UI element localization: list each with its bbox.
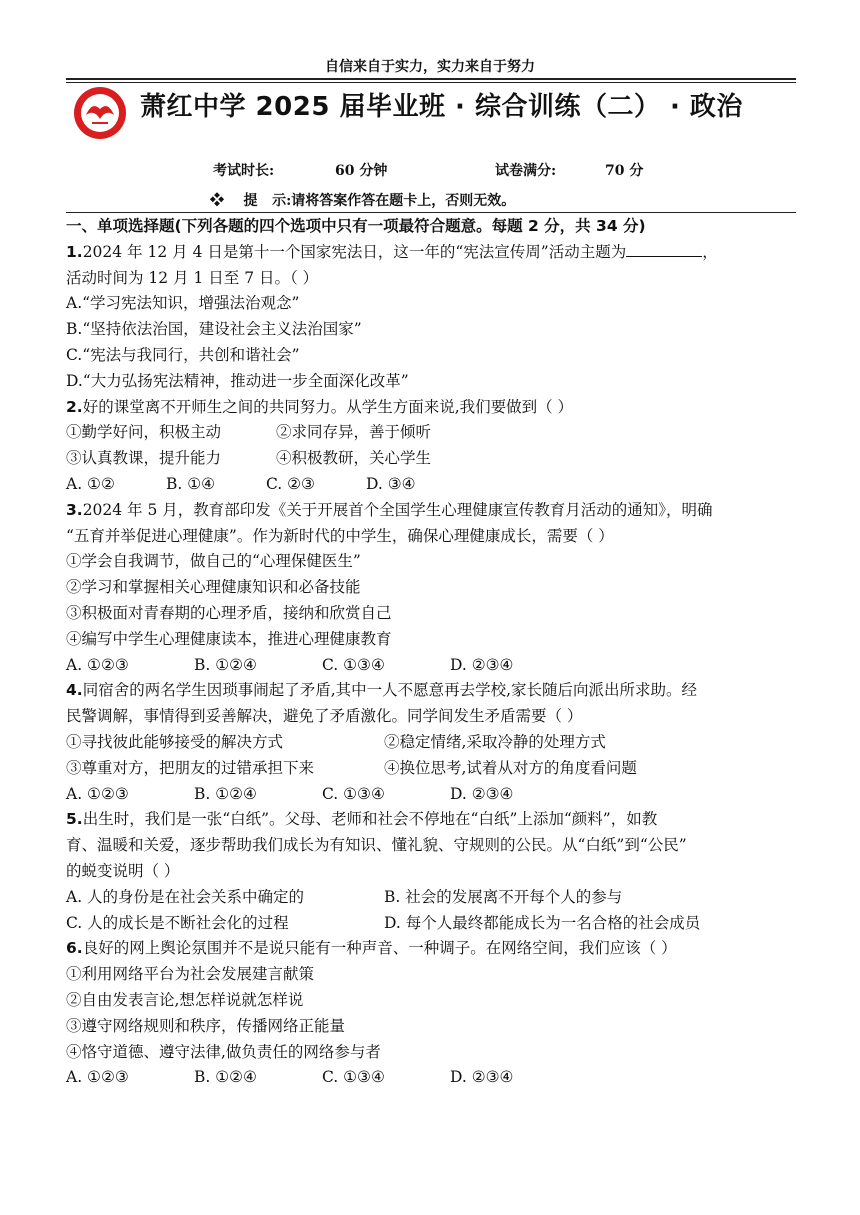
question-4: 4.同宿舍的两名学生因琐事闹起了矛盾,其中一人不愿意再去学校,家长随后向派出所求助。经 bbox=[66, 681, 698, 700]
question-5: 5.出生时，我们是一张“白纸”。父母、老师和社会不停地在“白纸”上添加“颜料”，如教 bbox=[66, 810, 658, 829]
q6-statement-1: ①利用网络平台为社会发展建言献策 bbox=[66, 965, 315, 984]
q1-option-b: B.“坚持依法治国，建设社会主义法治国家” bbox=[66, 320, 362, 339]
full-score-value: 70 分 bbox=[605, 163, 644, 179]
q1-option-a: A.“学习宪法知识，增强法治观念” bbox=[66, 294, 300, 313]
q4-statements-row1: ①寻找彼此能够接受的解决方式 ②稳定情绪,采取冷静的处理方式 bbox=[66, 732, 606, 751]
q3-answers: A. ①②③ B. ①②④ C. ①③④ D. ②③④ bbox=[66, 655, 514, 674]
q3-statement-2: ②学习和掌握相关心理健康知识和必备技能 bbox=[66, 578, 361, 597]
q4-answers: A. ①②③ B. ①②④ C. ①③④ D. ②③④ bbox=[66, 784, 514, 803]
q3-statement-1: ①学会自我调节，做自己的“心理保健医生” bbox=[66, 552, 361, 571]
q5-options-row1: A. 人的身份是在社会关系中确定的 B. 社会的发展离不开每个人的参与 bbox=[66, 887, 623, 906]
q1-option-d: D.“大力弘扬宪法精神，推动进一步全面深化改革” bbox=[66, 371, 409, 390]
hint-diamond-icon: ❖ bbox=[210, 193, 224, 209]
question-5-stem-end: 的蜕变说明（ ） bbox=[66, 861, 180, 880]
header-rule-thin bbox=[66, 82, 796, 83]
exam-time-value: 60 分钟 bbox=[335, 163, 388, 179]
q4-statements-row2: ③尊重对方，把朋友的过错承担下来 ④换位思考,试着从对方的角度看问题 bbox=[66, 758, 637, 777]
header-motto: 自信来自于实力，实力来自于努力 bbox=[325, 59, 535, 75]
exam-time-label: 考试时长: bbox=[213, 163, 275, 179]
question-content bbox=[66, 214, 806, 1091]
q3-statement-3: ③积极面对青春期的心理矛盾，接纳和欣赏自己 bbox=[66, 603, 392, 622]
question-6: 6.良好的网上舆论氛围并不是说只能有一种声音、一种调子。在网络空间，我们应该（ ） bbox=[66, 939, 677, 958]
exam-title: 萧红中学 2025 届毕业班 · 综合训练（二） · 政治 bbox=[140, 92, 743, 122]
header-rule bbox=[66, 78, 796, 80]
question-2: 2.好的课堂离不开师生之间的共同努力。从学生方面来说,我们要做到（ ） bbox=[66, 397, 574, 416]
header-bottom-rule bbox=[66, 212, 796, 213]
question-3: 3.2024 年 5 月，教育部印发《关于开展首个全国学生心理健康宣传教育月活动的通知》，明确 bbox=[66, 500, 713, 519]
q6-statement-2: ②自由发表言论,想怎样说就怎样说 bbox=[66, 990, 304, 1009]
hint-line bbox=[210, 190, 515, 210]
q1-option-c: C.“宪法与我同行，共创和谐社会” bbox=[66, 345, 300, 364]
question-3-stem-cont: “五育并举促进心理健康”。作为新时代的中学生，确保心理健康成长，需要（ ） bbox=[66, 526, 614, 545]
q2-statements-row1: ①勤学好问，积极主动 ②求同存异，善于倾听 bbox=[66, 423, 432, 442]
q6-answers: A. ①②③ B. ①②④ C. ①③④ D. ②③④ bbox=[66, 1068, 514, 1087]
q2-answers: A. ①② B. ①④ C. ②③ D. ③④ bbox=[66, 474, 416, 493]
question-1: 1.2024 年 12 月 4 日是第十一个国家宪法日，这一年的“宪法宣传周”活动主题为 ， bbox=[66, 242, 718, 261]
q2-statements-row2: ③认真教课，提升能力 ④积极教研，关心学生 bbox=[66, 449, 432, 468]
question-4-stem-cont: 民警调解，事情得到妥善解决，避免了矛盾激化。同学间发生矛盾需要（ ） bbox=[66, 707, 583, 726]
question-1-stem-cont: 活动时间为 12 月 1 日至 7 日。（ ） bbox=[66, 268, 319, 287]
hint-text: 请将答案作答在题卡上，否则无效。 bbox=[291, 193, 516, 209]
section-heading: 一、单项选择题(下列各题的四个选项中只有一项最符合题意。每题 2 分，共 34 分) bbox=[66, 217, 646, 235]
q6-statement-3: ③遵守网络规则和秩序，传播网络正能量 bbox=[66, 1016, 346, 1035]
q3-statement-4: ④编写中学生心理健康读本，推进心理健康教育 bbox=[66, 629, 392, 648]
school-logo-icon bbox=[72, 85, 128, 141]
question-5-stem-cont: 育、温暖和关爱，逐步帮助我们成长为有知识、懂礼貌、守规则的公民。从“白纸”到“公民” bbox=[66, 836, 687, 855]
fill-blank bbox=[626, 242, 702, 257]
full-score-label: 试卷满分: bbox=[495, 163, 557, 179]
q5-options-row2: C. 人的成长是不断社会化的过程 D. 每个人最终都能成长为一名合格的社会成员 bbox=[66, 913, 701, 932]
q6-statement-4: ④恪守道德、遵守法律,做负责任的网络参与者 bbox=[66, 1042, 381, 1061]
hint-label: 提 示: bbox=[243, 193, 292, 209]
